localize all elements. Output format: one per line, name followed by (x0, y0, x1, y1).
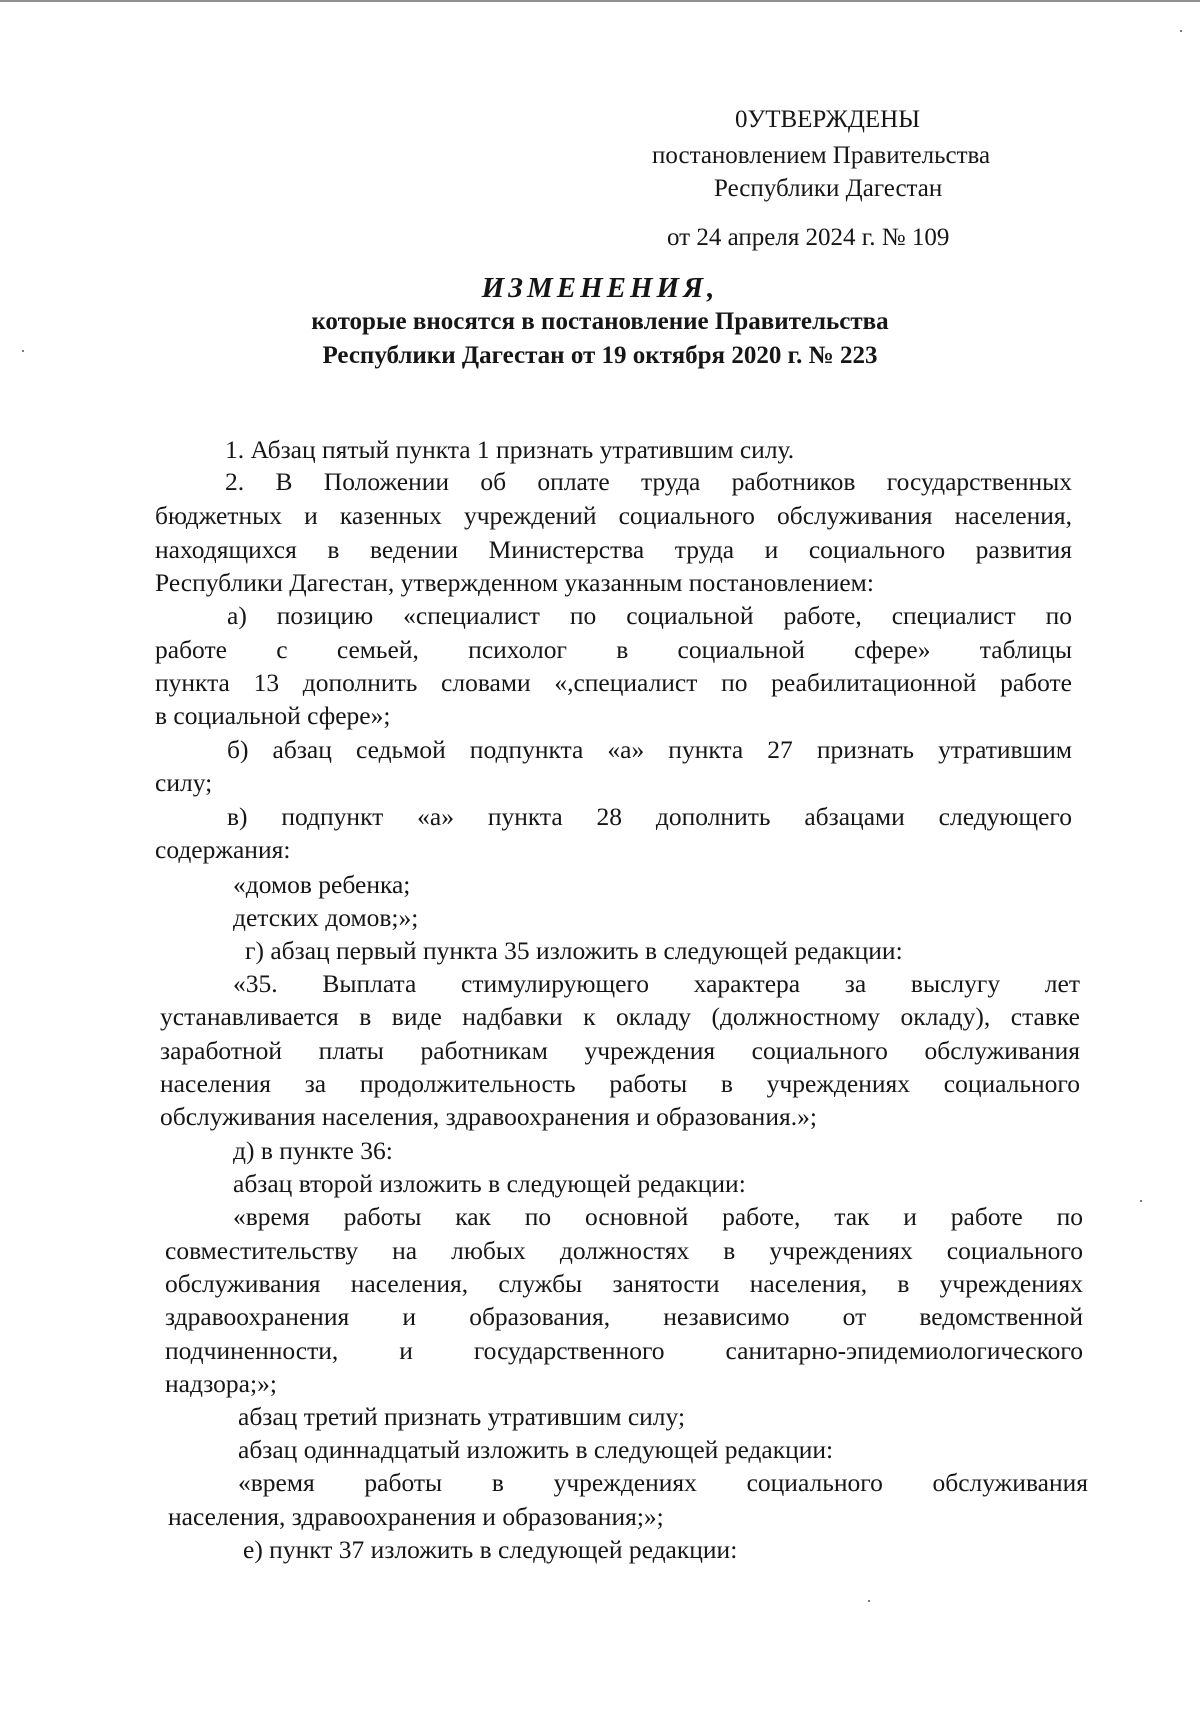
body-line: подчиненности, и государственного санитарно-эпидемиологического (165, 1336, 1083, 1365)
scan-speck (1180, 30, 1182, 32)
body-line: находящихся в ведении Министерства труда и социального развития (155, 535, 1072, 564)
body-line: в социальной сфере»; (155, 701, 391, 730)
body-line: обслуживания населения, службы занятости населения, в учреждениях (165, 1269, 1083, 1298)
approval-heading: 0УТВЕРЖДЕНЫ (735, 106, 921, 133)
body-line: надзора;»; (165, 1369, 277, 1398)
body-line: а) позицию «специалист по социальной работе, специалист по (227, 601, 1072, 630)
scan-speck (868, 1600, 870, 1602)
body-line: заработной платы работникам учреждения социального обслуживания (160, 1036, 1080, 1065)
body-line: г) абзац первый пункта 35 изложить в следующей редакции: (245, 936, 903, 965)
body-line: совместительству на любых должностях в учреждениях социального (165, 1236, 1083, 1265)
body-line: б) абзац седьмой подпункта «а» пункта 27 признать утратившим (227, 735, 1072, 764)
body-line: силу; (155, 768, 213, 797)
body-line: обслуживания населения, здравоохранения и образования.»; (160, 1102, 817, 1131)
approval-republic: Республики Дагестан (714, 175, 943, 202)
body-line: абзац одиннадцатый изложить в следующей редакции: (238, 1435, 834, 1464)
body-line: д) в пункте 36: (233, 1136, 393, 1165)
body-line: «домов ребенка; (233, 870, 411, 899)
body-line: здравоохранения и образования, независимо от ведомственной (165, 1302, 1083, 1331)
scan-top-edge (0, 0, 1200, 2)
body-line: населения за продолжительность работы в учреждениях социального (160, 1069, 1080, 1098)
body-line: детских домов;»; (233, 903, 419, 932)
body-line: «35. Выплата стимулирующего характера за выслугу лет (233, 969, 1080, 998)
body-line: «время работы как по основной работе, так и работе по (233, 1202, 1083, 1231)
document-subtitle-line-1: которые вносятся в постановление Правительства (311, 308, 889, 335)
document-subtitle-line-2: Республики Дагестан от 19 октября 2020 г. № 223 (322, 342, 878, 369)
approval-date-number: от 24 апреля 2024 г. № 109 (667, 224, 950, 251)
body-line: Республики Дагестан, утвержденном указанным постановлением: (155, 568, 874, 597)
body-line: 1. Абзац пятый пункта 1 признать утратившим силу. (225, 435, 795, 464)
body-line: «время работы в учреждениях социального обслуживания (238, 1468, 1088, 1497)
body-line: абзац второй изложить в следующей редакции: (233, 1169, 746, 1198)
body-line: бюджетных и казенных учреждений социального обслуживания населения, (155, 501, 1072, 530)
body-line: содержания: (155, 835, 291, 864)
body-line: населения, здравоохранения и образования;»; (168, 1502, 664, 1531)
body-line: 2. В Положении об оплате труда работников государственных (225, 467, 1072, 496)
body-line: работе с семьей, психолог в социальной сфере» таблицы (155, 635, 1072, 664)
scan-speck (1140, 1200, 1142, 1202)
body-line: пункта 13 дополнить словами «,специалист по реабилитационной работе (155, 668, 1072, 697)
body-line: в) подпункт «а» пункта 28 дополнить абзацами следующего (227, 802, 1072, 831)
approval-by-decree: постановлением Правительства (652, 142, 991, 169)
body-line: устанавливается в виде надбавки к окладу (должностному окладу), ставке (160, 1002, 1080, 1031)
document-title: ИЗМЕНЕНИЯ, (481, 272, 719, 304)
body-line: абзац третий признать утратившим силу; (238, 1402, 686, 1431)
body-line: е) пункт 37 изложить в следующей редакции: (243, 1535, 738, 1564)
